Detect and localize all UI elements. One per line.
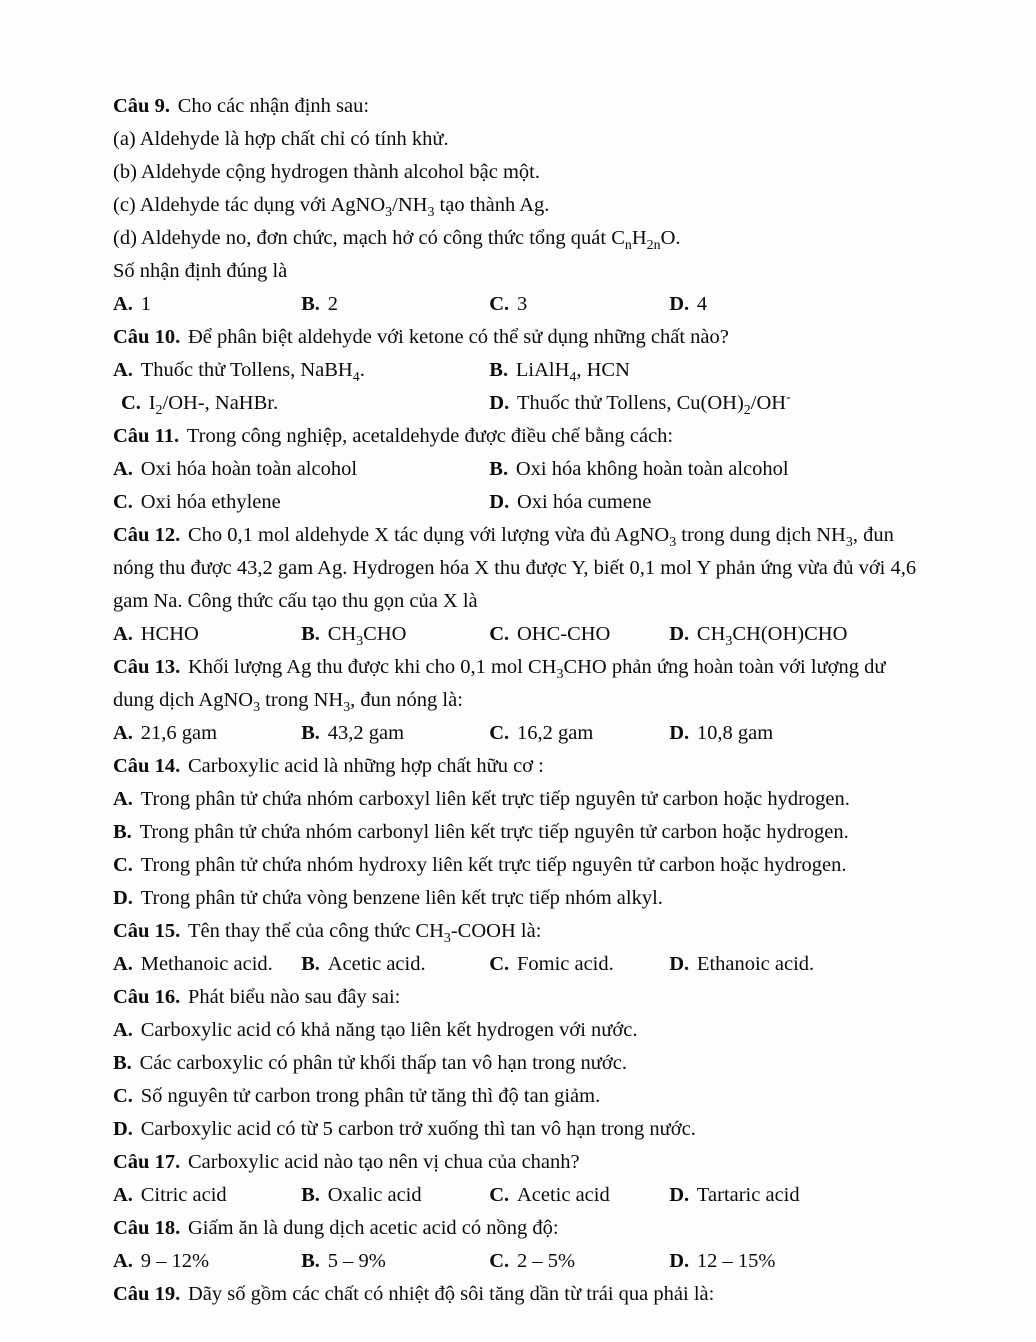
option-label: B. [301,953,320,975]
option-label: C. [489,953,510,975]
option-text: 16,2 gam [516,722,594,744]
question-13-option-b [301,717,489,750]
option-label: B. [113,1052,132,1074]
option-label: B. [301,722,320,744]
option-label: A. [113,1184,133,1206]
option-text: $CH_3CHO$ [327,623,407,650]
option-text: Các carboxylic có phân tử khối thấp tan vô hạn trong nước. [139,1052,627,1074]
option-label: C. [113,1085,133,1107]
question-13-options [113,717,931,750]
question-9-prompt: Cho các nhận định sau: [177,95,370,117]
option-label: D. [669,623,690,645]
option-text: Ethanoic acid. [696,953,815,975]
question-15-number: Câu 15. [113,920,181,942]
question-15-option-c [489,948,669,981]
option-text: Oxi hóa ethylene [140,491,281,513]
option-label: A. [113,359,133,381]
option-label: D. [669,1250,690,1272]
option-text: 2 – 5% [516,1250,576,1272]
question-12-option-a [113,618,301,651]
option-text: 3 [516,293,528,315]
option-text: Carboxylic acid có từ 5 carbon trở xuống thì tan vô hạn trong nước. [140,1118,696,1140]
option-text: 21,6 gam [140,722,218,744]
question-12-option-d [669,618,931,651]
question-15-option-d [669,948,931,981]
option-label: C. [121,392,141,414]
option-label: D. [669,722,690,744]
question-17-prompt: Carboxylic acid nào tạo nên vị chua của chanh? [188,1151,580,1173]
option-label: A. [113,1019,133,1041]
option-text: 43,2 gam [327,722,405,744]
question-12-prompt: Cho 0,1 mol aldehyde X tác dụng với lượng vừa đủ AgNO$_3$ trong dung dịch $NH_3$, đun nóng thu được 43,2 gam Ag. Hydrogen hóa X thu được Y, biết 0,1 mol Y phản ứng vừa đủ với 4,6 gam Na. Công thức cấu tạo thu gọn của X là [113,524,917,612]
option-label: A. [113,788,133,810]
option-label: A. [113,1250,133,1272]
option-text: Oxi hóa cumene [516,491,652,513]
question-19-heading [113,1278,931,1311]
option-label: D. [669,1184,690,1206]
question-13-option-a [113,717,301,750]
question-14-option-b [113,816,931,849]
option-text: OHC-CHO [516,623,611,645]
question-17-heading [113,1146,931,1179]
question-11 [113,420,931,519]
question-18-heading [113,1212,931,1245]
question-14-prompt: Carboxylic acid là những hợp chất hữu cơ : [188,755,544,777]
question-19-prompt: Dãy số gồm các chất có nhiệt độ sôi tăng dần từ trái qua phải là: [188,1283,715,1305]
question-17-option-b [301,1179,489,1212]
question-17 [113,1146,931,1212]
option-text: Methanoic acid. [140,953,273,975]
question-16 [113,981,931,1146]
option-label: D. [669,953,690,975]
option-label: A. [113,293,133,315]
question-13-option-d [669,717,931,750]
option-text: Oxalic acid [327,1184,422,1206]
question-9-number: Câu 9. [113,95,170,117]
question-14-heading [113,750,931,783]
question-12-options [113,618,931,651]
option-label: B. [301,1184,320,1206]
question-10-heading [113,321,931,354]
question-9-option-d [669,288,931,321]
option-label: B. [301,293,320,315]
option-label: B. [489,359,509,381]
question-18 [113,1212,931,1278]
question-14-option-d [113,882,931,915]
option-label: C. [113,854,133,876]
question-14-number: Câu 14. [113,755,181,777]
question-9-statement-c: (c) Aldehyde tác dụng với $AgNO_3/NH_3$ tạo thành Ag. [113,194,550,221]
question-13-prompt: Khối lượng Ag thu được khi cho 0,1 mol $CH_3CHO$ phản ứng hoàn toàn với lượng dư dung dịch AgNO$_3$ trong $NH_3$, đun nóng là: [113,656,886,716]
option-text: Trong phân tử chứa nhóm carboxyl liên kết trực tiếp nguyên tử carbon hoặc hydrogen. [140,788,850,810]
question-16-option-c [113,1080,931,1113]
option-label: D. [669,293,690,315]
question-11-option-a [113,453,489,486]
option-label: B. [113,821,132,843]
question-11-option-b [489,453,931,486]
option-label: C. [489,293,510,315]
option-label: A. [113,722,133,744]
option-label: D. [113,887,133,909]
question-19 [113,1278,931,1311]
question-15-option-a [113,948,301,981]
question-11-number: Câu 11. [113,425,180,447]
question-13-number: Câu 13. [113,656,181,678]
option-label: A. [113,623,133,645]
option-text: Acetic acid [516,1184,610,1206]
option-text: Thuốc thử Tollens, $Cu(OH)_2/OH^-$ [516,390,791,419]
question-16-prompt: Phát biểu nào sau đây sai: [188,986,401,1008]
question-10-option-b [489,354,931,387]
question-19-number: Câu 19. [113,1283,181,1305]
question-16-option-d [113,1113,931,1146]
option-text: Tartaric acid [696,1184,800,1206]
question-16-option-b [113,1047,931,1080]
question-10-option-d [489,387,931,420]
option-text: Carboxylic acid có khả năng tạo liên kết hydrogen với nước. [140,1019,638,1041]
option-text: Trong phân tử chứa nhóm carbonyl liên kết trực tiếp nguyên tử carbon hoặc hydrogen. [139,821,849,843]
question-18-option-b [301,1245,489,1278]
option-text: Số nguyên tử carbon trong phân tử tăng thì độ tan giảm. [140,1085,601,1107]
question-18-option-c [489,1245,669,1278]
question-16-option-a [113,1014,931,1047]
question-9-heading [113,90,931,123]
question-11-option-c [113,486,489,519]
question-9-statement-a: (a) Aldehyde là hợp chất chỉ có tính khử. [113,128,449,150]
option-label: D. [113,1118,133,1140]
option-text: 1 [140,293,151,315]
question-10-prompt: Để phân biệt aldehyde với ketone có thể sử dụng những chất nào? [188,326,729,348]
option-text: 4 [696,293,708,315]
question-14 [113,750,931,915]
question-11-options [113,453,931,519]
option-text: Thuốc thử Tollens, NaBH$_4$. [140,359,365,386]
option-text: 10,8 gam [696,722,774,744]
option-text: 12 – 15% [696,1250,776,1272]
option-label: C. [489,722,510,744]
option-label: C. [113,491,133,513]
question-15-heading [113,915,931,948]
option-text: Trong phân tử chứa vòng benzene liên kết trực tiếp nhóm alkyl. [140,887,663,909]
question-18-number: Câu 18. [113,1217,181,1239]
question-12-number: Câu 12. [113,524,181,546]
option-label: D. [489,392,510,414]
question-10 [113,321,931,420]
question-12-option-c [489,618,669,651]
question-9-options [113,288,931,321]
question-9-statement-final: Số nhận định đúng là [113,260,288,282]
question-9-option-a [113,288,301,321]
option-text: $I_2/OH-$, NaHBr. [148,392,279,419]
question-13-option-c [489,717,669,750]
question-9-option-c [489,288,669,321]
option-text: Citric acid [140,1184,227,1206]
question-16-number: Câu 16. [113,986,181,1008]
option-text: Oxi hóa hoàn toàn alcohol [140,458,358,480]
question-9-statement-d: (d) Aldehyde no, đơn chức, mạch hở có công thức tổng quát $C_nH_{2n}O$. [113,227,681,254]
option-label: C. [489,1184,510,1206]
option-label: C. [489,1250,510,1272]
option-text: 9 – 12% [140,1250,210,1272]
option-text: 2 [327,293,338,315]
question-16-heading [113,981,931,1014]
option-text: 5 – 9% [327,1250,386,1272]
option-label: D. [489,491,510,513]
question-18-prompt: Giấm ăn là dung dịch acetic acid có nồng độ: [188,1217,559,1239]
question-10-option-c [113,387,489,420]
question-17-option-d [669,1179,931,1212]
question-9-option-b [301,288,489,321]
question-15-prompt: Tên thay thế của công thức $CH_3$-COOH là: [188,920,542,947]
option-text: HCHO [140,623,199,645]
option-text: Acetic acid. [327,953,426,975]
option-label: B. [301,1250,320,1272]
question-10-number: Câu 10. [113,326,181,348]
question-18-options [113,1245,931,1278]
question-18-option-d [669,1245,931,1278]
question-12-option-b [301,618,489,651]
option-text: Fomic acid. [516,953,614,975]
option-label: B. [489,458,509,480]
option-label: C. [489,623,510,645]
question-11-prompt: Trong công nghiệp, acetaldehyde được điều chế bằng cách: [186,425,674,447]
option-text: $CH_3CH(OH)CHO$ [696,623,848,650]
question-17-options [113,1179,931,1212]
question-15-option-b [301,948,489,981]
question-12-heading [113,519,931,618]
question-17-option-a [113,1179,301,1212]
question-18-option-a [113,1245,301,1278]
question-13 [113,651,931,750]
question-11-option-d [489,486,931,519]
question-14-option-a [113,783,931,816]
question-13-heading [113,651,931,717]
question-10-option-a [113,354,489,387]
option-label: B. [301,623,320,645]
option-label: A. [113,458,133,480]
question-15-options [113,948,931,981]
question-11-heading [113,420,931,453]
option-text: Trong phân tử chứa nhóm hydroxy liên kết trực tiếp nguyên tử carbon hoặc hydrogen. [140,854,847,876]
option-text: Oxi hóa không hoàn toàn alcohol [515,458,789,480]
option-text: LiAlH$_4$, HCN [515,359,630,386]
question-15 [113,915,931,981]
question-14-option-c [113,849,931,882]
question-12 [113,519,931,651]
option-label: A. [113,953,133,975]
question-10-options [113,354,931,420]
question-17-number: Câu 17. [113,1151,181,1173]
question-9 [113,90,931,321]
question-17-option-c [489,1179,669,1212]
question-9-statement-b: (b) Aldehyde cộng hydrogen thành alcohol bậc một. [113,161,540,183]
